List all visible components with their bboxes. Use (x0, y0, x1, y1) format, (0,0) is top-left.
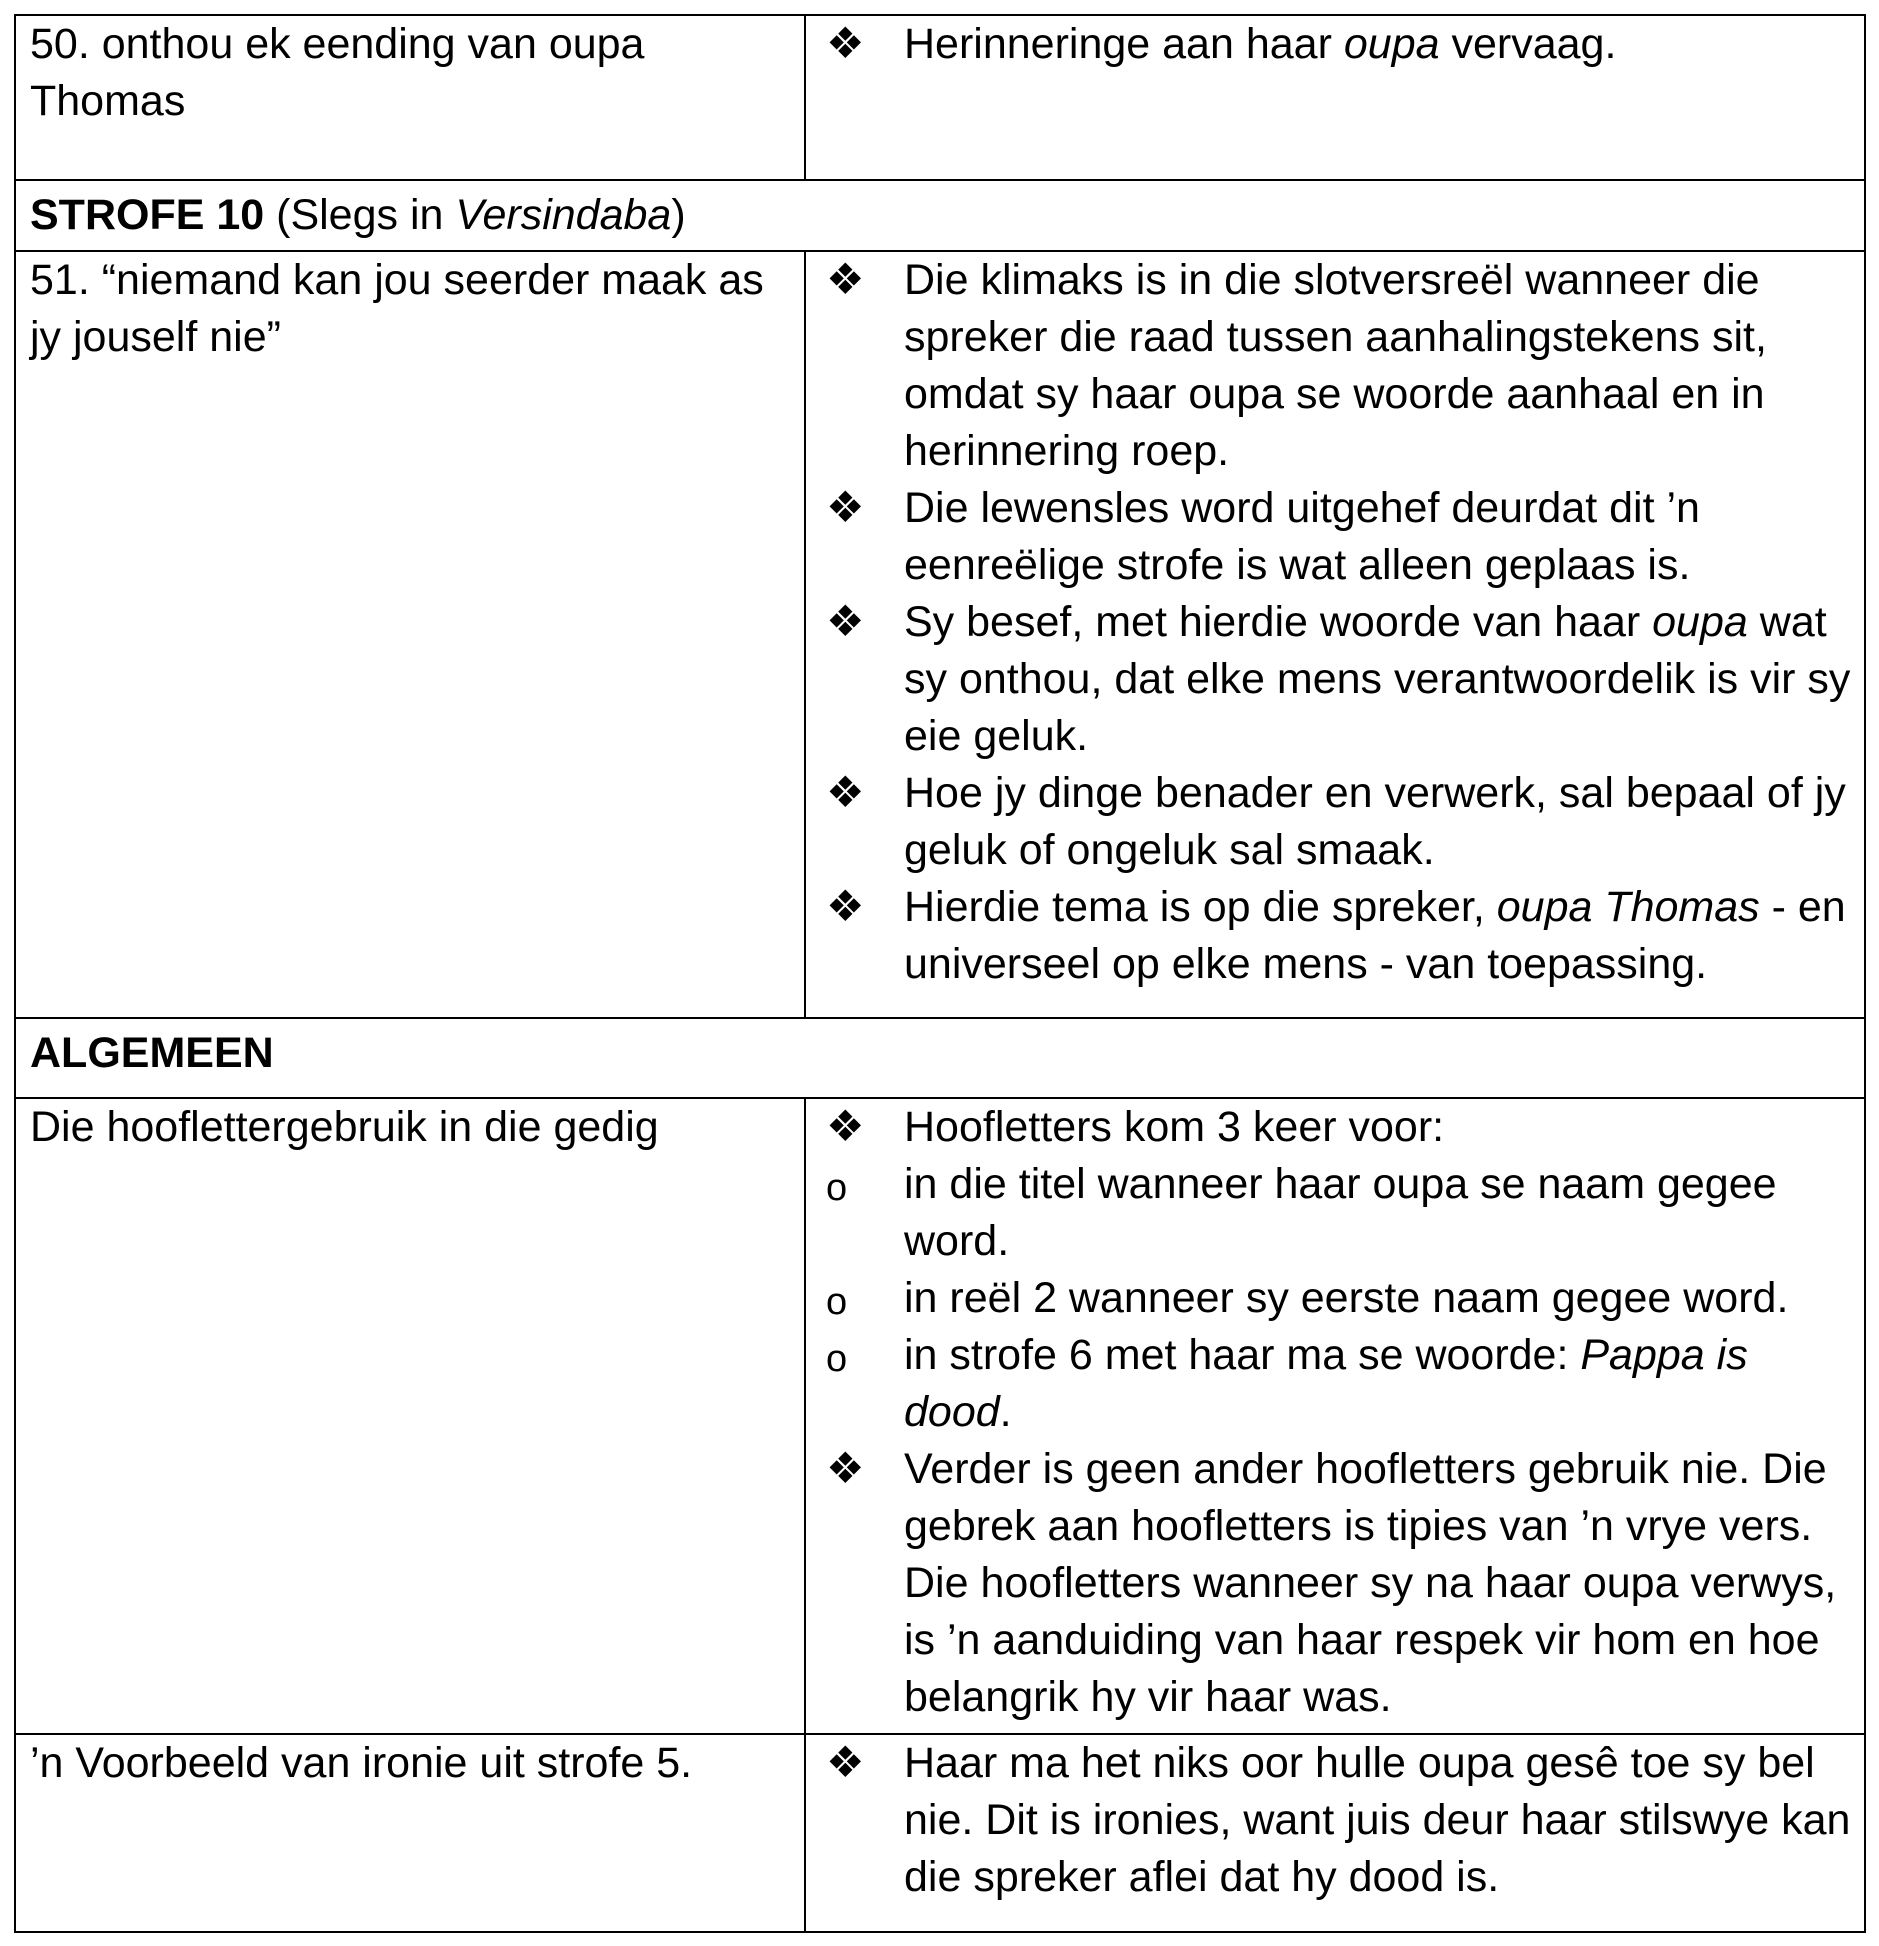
sub-note-item: o in reël 2 wanneer sy eerste naam gegee word. (820, 1270, 1852, 1327)
table-row-capitals (15, 1098, 1865, 1734)
note-item: ❖ Hoofletters kom 3 keer voor: (820, 1099, 1852, 1156)
section-heading: STROFE 10 (Slegs in Versindaba) (30, 191, 686, 239)
circle-bullet-icon: o (826, 1167, 848, 1209)
table-row-line-51 (15, 251, 1865, 1018)
section-heading-cell (15, 180, 1865, 251)
sub-note-item: o in strofe 6 met haar ma se woorde: Pappa is dood. (826, 1331, 1748, 1436)
section-heading-cell (15, 1018, 1865, 1098)
irony-label-cell (15, 1734, 805, 1932)
irony-notes-list (820, 1735, 1852, 1906)
capitals-label-cell (15, 1098, 805, 1734)
diamond-bullet-icon: ❖ (826, 1739, 865, 1787)
notes-table (14, 14, 1866, 1933)
diamond-bullet-icon: ❖ (826, 883, 865, 931)
diamond-bullet-icon: ❖ (826, 1445, 865, 1493)
sub-note-item: o in die titel wanneer haar oupa se naam gegee word. (826, 1160, 1777, 1265)
diamond-bullet-icon: ❖ (826, 484, 865, 532)
circle-bullet-icon: o (826, 1281, 848, 1323)
row-51-label-cell (15, 251, 805, 1018)
note-item: ❖ Herinneringe aan haar oupa vervaag. (820, 16, 1852, 73)
note-item: ❖ Haar ma het niks oor hulle oupa gesê toe sy bel nie. Dit is ironies, want juis deur haar stilswye kan die spreker aflei dat hy dood is. (820, 1735, 1852, 1906)
diamond-bullet-icon: ❖ (826, 256, 865, 304)
diamond-bullet-icon: ❖ (826, 1103, 865, 1151)
circle-bullet-icon: o (826, 1338, 848, 1380)
note-item: ❖ Hoe jy dinge benader en verwerk, sal bepaal of jy geluk of ongeluk sal smaak. (820, 765, 1852, 879)
note-item: ❖ Die lewensles word uitgehef deurdat dit ’n eenreëlige strofe is wat alleen geplaas is. (820, 480, 1852, 594)
row-50-notes-cell (805, 15, 1865, 180)
diamond-bullet-icon: ❖ (826, 20, 865, 68)
table-row-line-50 (15, 15, 1865, 180)
note-item: ❖ Die klimaks is in die slotversreël wanneer die spreker die raad tussen aanhalingstekens sit, omdat sy haar oupa se woorde aanhaal en in herinnering roep. (820, 252, 1852, 480)
diamond-bullet-icon: ❖ (826, 598, 865, 646)
capitals-notes-list (820, 1099, 1852, 1726)
irony-notes-cell (805, 1734, 1865, 1932)
note-item: ❖ Sy besef, met hierdie woorde van haar oupa wat sy onthou, dat elke mens verantwoordelik is vir sy eie geluk. (820, 594, 1852, 765)
irony-label: ’n Voorbeeld van ironie uit strofe 5. (30, 1739, 693, 1787)
note-item: ❖ Verder is geen ander hoofletters gebruik nie. Die gebrek aan hoofletters is tipies van ’n vrye vers. Die hoofletters wanneer sy na haar oupa verwys, is ’n aanduiding van haar respek vir hom en hoe belangrik hy vir haar was. (820, 1441, 1852, 1726)
row-50-label-cell (15, 15, 805, 180)
diamond-bullet-icon: ❖ (826, 769, 865, 817)
row-51-notes-list (820, 252, 1852, 993)
table-row-irony (15, 1734, 1865, 1932)
row-50-notes-list (820, 16, 1852, 73)
section-row-strofe-10 (15, 180, 1865, 251)
section-heading: ALGEMEEN (30, 1029, 274, 1077)
row-50-label: 50. onthou ek eending van oupa Thomas (30, 20, 645, 125)
row-51-label: 51. “niemand kan jou seerder maak as jy jouself nie” (30, 256, 764, 361)
capitals-notes-cell (805, 1098, 1865, 1734)
section-row-algemeen (15, 1018, 1865, 1098)
capitals-label: Die hooflettergebruik in die gedig (30, 1103, 659, 1151)
note-item: ❖ Hierdie tema is op die spreker, oupa Thomas - en universeel op elke mens - van toepassing. (820, 879, 1852, 993)
row-51-notes-cell (805, 251, 1865, 1018)
